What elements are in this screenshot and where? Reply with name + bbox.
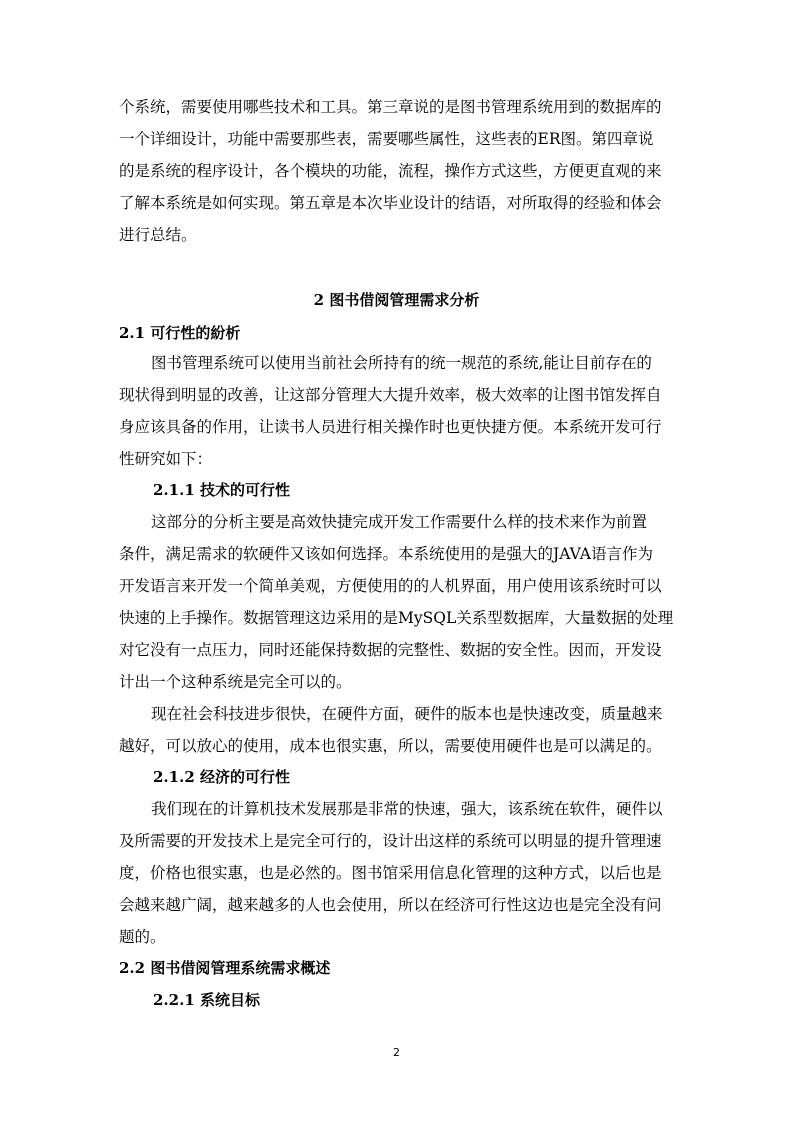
section-heading: 2.2 图书借阅管理系统需求概述 xyxy=(119,959,331,977)
paragraph-line: 了解本系统是如何实现。第五章是本次毕业设计的结语，对所取得的经验和体会 xyxy=(119,194,662,212)
paragraph-line: 条件，满足需求的软硬件又该如何选择。本系统使用的是强大的JAVA语言作为 xyxy=(119,545,653,563)
paragraph-line: 一个详细设计，功能中需要那些表，需要哪些属性，这些表的ER图。第四章说 xyxy=(119,130,654,148)
paragraph-line: 对它没有一点压力，同时还能保持数据的完整性、数据的安全性。因而，开发设 xyxy=(119,641,662,659)
paragraph-line: 题的。 xyxy=(119,928,166,946)
paragraph-line: 进行总结。 xyxy=(119,226,197,244)
paragraph-line: 开发语言来开发一个简单美观，方便使用的的人机界面，用户使用该系统时可以 xyxy=(119,577,662,595)
paragraph-line: 会越来越广阔，越来越多的人也会使用，所以在经济可行性这边也是完全没有问 xyxy=(119,896,662,914)
paragraph-line: 的是系统的程序设计，各个模块的功能，流程，操作方式这些，方便更直观的来 xyxy=(119,162,662,180)
paragraph-line: 个系统，需要使用哪些技术和工具。第三章说的是图书管理系统用到的数据库的 xyxy=(119,98,662,116)
paragraph-line: 现状得到明显的改善，让这部分管理大大提升效率，极大效率的让图书馆发挥自 xyxy=(119,386,662,404)
subsection-heading: 2.1.1 技术的可行性 xyxy=(153,481,290,499)
subsection-heading: 2.1.2 经济的可行性 xyxy=(153,768,290,786)
paragraph-line: 身应该具备的作用，让读书人员进行相关操作时也更快捷方便。本系统开发可行 xyxy=(119,418,662,436)
paragraph-line: 越好，可以放心的使用，成本也很实惠，所以，需要使用硬件也是可以满足的。 xyxy=(119,737,662,755)
paragraph-line: 图书管理系统可以使用当前社会所持有的统一规范的系统,能让目前存在的 xyxy=(151,354,652,372)
paragraph-line: 快速的上手操作。数据管理这边采用的是MySQL关系型数据库，大量数据的处理 xyxy=(119,609,674,627)
paragraph-line: 性研究如下： xyxy=(119,450,213,468)
paragraph-line: 这部分的分析主要是高效快捷完成开发工作需要什么样的技术来作为前置 xyxy=(151,513,648,531)
paragraph-line: 计出一个这种系统是完全可以的。 xyxy=(119,673,352,691)
paragraph-line: 度，价格也很实惠，也是必然的。图书馆采用信息化管理的这种方式，以后也是 xyxy=(119,864,662,882)
subsection-heading: 2.2.1 系统目标 xyxy=(153,991,260,1009)
page-number: 2 xyxy=(393,1046,400,1059)
paragraph-line: 现在社会科技进步很快，在硬件方面，硬件的版本也是快速改变，质量越来 xyxy=(151,705,663,723)
paragraph-line: 及所需要的开发技术上是完全可行的，设计出这样的系统可以明显的提升管理速 xyxy=(119,832,662,850)
chapter-title: 2 图书借阅管理需求分析 xyxy=(313,291,480,309)
paragraph-line: 我们现在的计算机技术发展那是非常的快速，强大，该系统在软件，硬件以 xyxy=(151,800,663,818)
section-heading: 2.1 可行性的紛析 xyxy=(119,324,241,342)
